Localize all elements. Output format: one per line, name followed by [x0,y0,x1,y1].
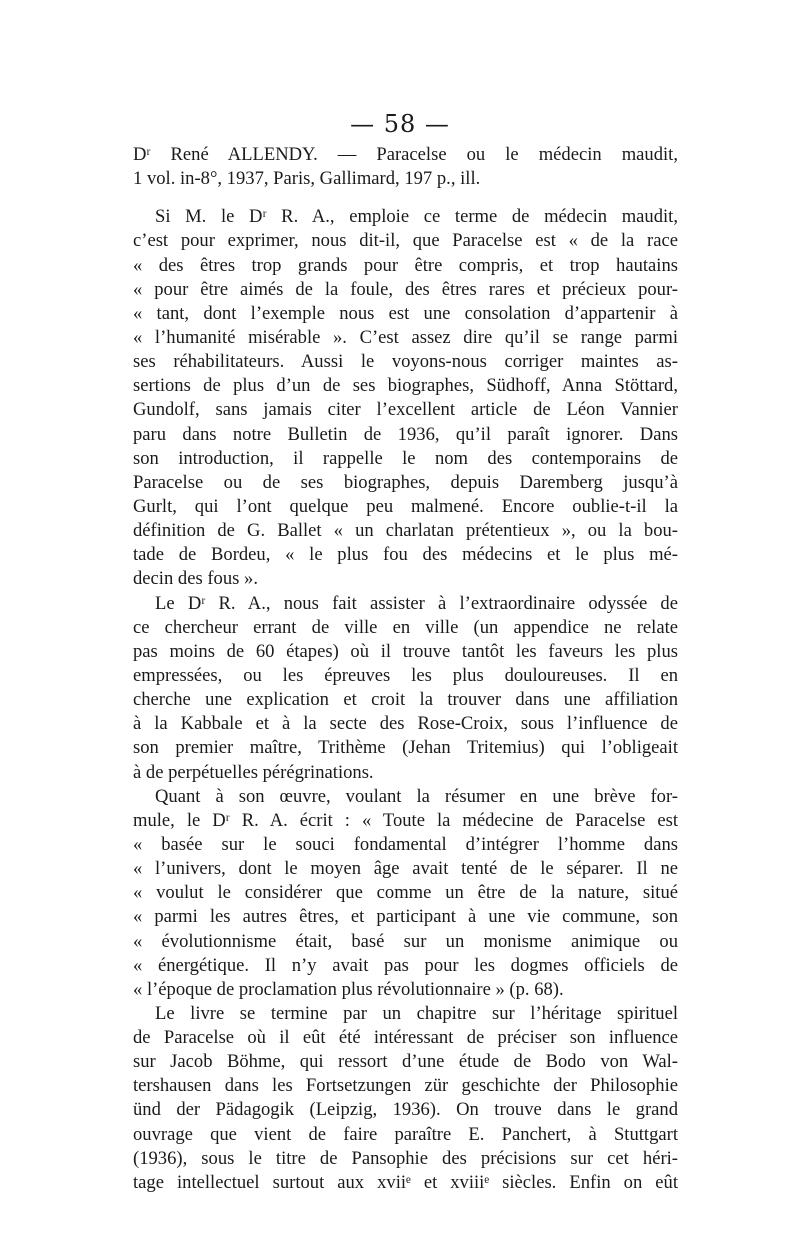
text-line: Gundolf, sans jamais citer l’excellent article de Léon Vannier [133,399,678,421]
text-line: « des êtres trop grands pour être compris, et trop hautains [133,254,678,276]
text-line: à de perpétuelles pérégrinations. [133,761,374,783]
text-line: ünd der Pädagogik (Leipzig, 1936). On trouve dans le grand [133,1099,678,1121]
text-line: « tant, dont l’exemple nous est une consolation d’appartenir à [133,302,678,324]
text-line: à la Kabbale et à la secte des Rose-Croix, sous l’influence de [133,713,678,735]
text-line: Le livre se termine par un chapitre sur l’héritage spirituel [155,1002,678,1024]
text-line: mule, le Dʳ R. A. écrit : « Toute la médecine de Paracelse est [133,809,678,831]
text-line: 1 vol. in-8°, 1937, Paris, Gallimard, 197 p., ill. [133,168,481,190]
text-line: tershausen dans les Fortsetzungen zür geschichte der Philosophie [133,1075,678,1097]
text-line: son introduction, il rappelle le nom des contemporains de [133,447,678,469]
text-line: « évolutionnisme était, basé sur un monisme animique ou [133,930,678,952]
review-text [133,143,678,1195]
text-line: pas moins de 60 étapes) où il trouve tantôt les faveurs les plus [133,640,678,662]
text-line: « énergétique. Il n’y avait pas pour les dogmes officiels de [133,954,678,976]
text-line: c’est pour exprimer, nous dit-il, que Paracelse est « de la race [133,230,678,252]
text-line: paru dans notre Bulletin de 1936, qu’il paraît ignorer. Dans [133,423,678,445]
text-line: tade de Bordeu, « le plus fou des médecins et le plus mé- [133,544,678,566]
text-line: Dʳ René ALLENDY. — Paracelse ou le médecin maudit, [133,144,678,165]
text-line: « pour être aimés de la foule, des êtres rares et précieux pour- [133,278,678,300]
text-line: définition de G. Ballet « un charlatan prétentieux », ou la bou- [133,520,678,542]
text-line: (1936), sous le titre de Pansophie des précisions sur cet héri- [133,1147,678,1169]
text-line: ses réhabilitateurs. Aussi le voyons-nous corriger maintes as- [133,351,678,373]
paragraph-gap [133,191,678,205]
text-line: decin des fous ». [133,568,258,590]
text-line: cherche une explication et croit la trouver dans une affiliation [133,689,678,711]
text-line: Si M. le Dʳ R. A., emploie ce terme de médecin maudit, [155,206,678,228]
text-line: sertions de plus d’un de ses biographes, Südhoff, Anna Stöttard, [133,375,678,397]
text-line: de Paracelse où il eût été intéressant de préciser son influence [133,1027,678,1049]
text-line: son premier maître, Trithème (Jehan Tritemius) qui l’obligeait [133,737,678,759]
text-line: sur Jacob Böhme, qui ressort d’une étude de Bodo von Wal- [133,1051,678,1073]
text-line: empressées, ou les épreuves les plus douloureuses. Il en [133,664,678,686]
text-line: Paracelse ou de ses biographes, depuis Daremberg jusqu’à [133,471,678,493]
text-line: tage intellectuel surtout aux xviiᵉ et xviiiᵉ siècles. Enfin on eût [133,1171,678,1193]
text-line: Quant à son œuvre, voulant la résumer en une brève for- [155,785,678,807]
text-line: « l’époque de proclamation plus révolutionnaire » (p. 68). [133,978,564,1000]
page-number: — 58 — [350,110,450,138]
text-line: Le Dʳ R. A., nous fait assister à l’extraordinaire odyssée de [155,592,678,614]
text-line: « parmi les autres êtres, et participant à une vie commune, son [133,906,678,928]
text-line: « l’univers, dont le moyen âge avait tenté de le séparer. Il ne [133,858,678,880]
text-line: « voulut le considérer que comme un être de la nature, situé [133,882,678,904]
text-line: « l’humanité misérable ». C’est assez dire qu’il se range parmi [133,326,678,348]
text-line: Gurlt, qui l’ont quelque peu malmené. Encore oublie-t-il la [133,495,678,517]
text-line: « basée sur le souci fondamental d’intégrer l’homme dans [133,833,678,855]
text-line: ouvrage que vient de faire paraître E. Panchert, à Stuttgart [133,1123,678,1145]
text-line: ce chercheur errant de ville en ville (un appendice ne relate [133,616,678,638]
